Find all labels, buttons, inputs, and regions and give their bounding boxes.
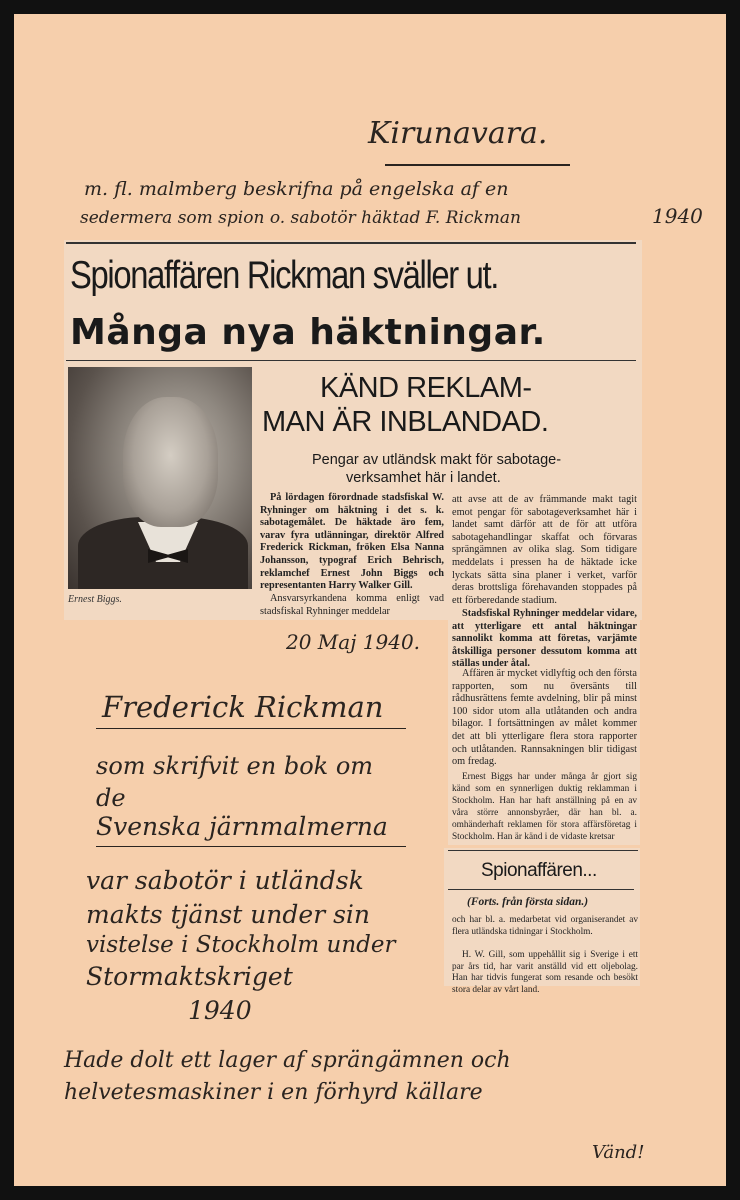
continuation-title: Spionaffären... — [481, 860, 597, 881]
handwritten-body-line6: vistelse i Stockholm under — [86, 932, 396, 958]
top-rule — [66, 242, 636, 244]
handwritten-body-line7: Stormaktskriget — [86, 962, 293, 991]
column1-lead: På lördagen förordnade stadsfiskal W. Ryhninger om häktning i det s. k. sabotagemålet. De häktade äro fem, varav fyra utlänningar, direktör Alfred Frederick Rickman, fröken Elsa Nanna Johansson, typograf Erich Behrisch, reklamchef Ernest John Biggs och representanten Harry Walker Gill. — [260, 492, 444, 592]
continuation-p1: och har bl. a. medarbetat vid organiserandet av flera utländska tidningar i Stockholm. — [452, 915, 638, 937]
headline-rule — [66, 360, 636, 361]
column2-p1: att avse att de av främmande makt tagit emot pengar för sabotageverksamhet här i landet samt därför att de för att utföra sabotagehandlingar skaffat och förvaras sprängämnen av olika slag. Som tidigare meddelats i pressen ha de häktade icke lyckats sätta sina planer i verket, varför deras brottsliga förehavanden stoppades på ett förberedande stadium. — [452, 494, 637, 606]
handwritten-note-line1: m. fl. malmberg beskrifna på engelska af en — [84, 178, 509, 200]
continuation-title-rule — [448, 889, 634, 890]
subhead-line1: KÄND REKLAM- — [320, 372, 532, 404]
headline-1: Spionaffären Rickman sväller ut. — [70, 254, 499, 297]
continuation-p2: H. W. Gill, som uppehållit sig i Sverige i ett par års tid, har varit anställd vid ett oljebolag. Han har tidvis fungerat som resande och besökt stora delar av vårt land. — [452, 950, 638, 995]
handwritten-body-line4: var sabotör i utländsk — [86, 866, 364, 895]
column2-p2: Stadsfiskal Ryhninger meddelar vidare, att ytterligare ett antal häktningar sannolikt komma att företas, varjämte åtskilliga personer dessutom komma att ställas under åtal. — [452, 608, 637, 670]
column1-body: Ansvarsyrkandena komma enligt vad stadsfiskal Ryhninger meddelar — [260, 593, 444, 617]
continuation-subtitle: (Forts. från första sidan.) — [467, 896, 589, 908]
column2-p3: Affären är mycket vidlyftig och den första rapporten, som nu översänts till rådhusrättens femte avdelning, blir på minst 100 sidor utom alla utlåtanden och andra bilagor. I fortsättningen av målet kommer det att bli ytterligare flera stora rapporter och utlåtanden. Rannsakningen blir tidigast om fredag. — [452, 668, 637, 768]
handwritten-name: Frederick Rickman — [102, 690, 384, 724]
headline-2: Många nya häktningar. — [70, 312, 546, 353]
handwritten-note-line2: sedermera som spion o. sabotör häktad F. Rickman — [80, 208, 521, 228]
handwritten-body-line8: 1940 — [188, 996, 252, 1025]
handwritten-body-line3: Svenska järnmalmerna — [96, 812, 388, 841]
handwritten-body-line5: makts tjänst under sin — [86, 900, 371, 929]
portrait-photo — [68, 367, 252, 589]
continuation-top-rule — [448, 850, 638, 851]
handwritten-footer-line1: Hade dolt ett lager af sprängämnen och — [64, 1048, 511, 1073]
body-underline — [96, 846, 406, 847]
handwritten-note-year: 1940 — [652, 204, 703, 228]
handwritten-body-line1: som skrifvit en bok om — [96, 752, 374, 780]
kicker-line2: verksamhet här i landet. — [346, 470, 501, 486]
name-underline — [96, 728, 406, 729]
handwritten-body-line2: de — [96, 784, 126, 812]
handwritten-date: 20 Maj 1940. — [286, 630, 421, 654]
photo-face — [123, 397, 218, 527]
handwritten-header: Kirunavara. — [368, 116, 548, 151]
kicker-line1: Pengar av utländsk makt för sabotage- — [312, 452, 562, 468]
handwritten-footer-line2: helvetesmaskiner i en förhyrd källare — [64, 1080, 483, 1105]
header-underline — [385, 164, 570, 166]
handwritten-turn: Vänd! — [592, 1142, 645, 1163]
subhead-line2: MAN ÄR INBLANDAD. — [262, 406, 549, 438]
photo-caption: Ernest Biggs. — [68, 594, 122, 605]
column2-p4: Ernest Biggs har under många år gjort sig känd som en synnerligen duktig reklamman i Stockholm. Han har haft anställning på en av våra större annonsbyråer, där han bl. a. omhänderhaft reklamen för stora affärsföretag i Stockholm. Han är känd i de vidaste kretsar — [452, 772, 637, 842]
